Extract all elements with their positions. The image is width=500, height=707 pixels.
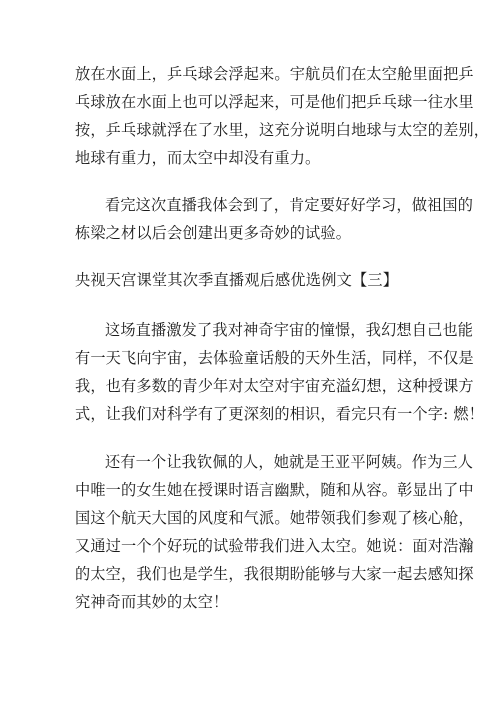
paragraph-line: 中唯一的女生她在授课时语言幽默，随和从容。彰显出了中 — [75, 481, 474, 499]
paragraph-line: 究神奇而其妙的太空！ — [75, 593, 229, 611]
paragraph-line: 栋梁之材以后会创建出更多奇妙的试验。 — [75, 224, 352, 242]
paragraph-line: 国这个航天大国的风度和气派。她带领我们参观了核心舱， — [75, 509, 474, 527]
paragraph-line: 式，让我们对科学有了更深刻的相识，看完只有一个字: 燃！ — [75, 405, 485, 423]
paragraph-line: 放在水面上，乒乓球会浮起来。宇航员们在太空舱里面把乒 — [75, 65, 474, 83]
paragraph-line: 按，乒乓球就浮在了水里，这充分说明白地球与太空的差别， — [75, 121, 490, 139]
section-heading: 央视天宫课堂其次季直播观后感优选例文【三】 — [75, 271, 399, 289]
paragraph-line: 的太空，我们也是学生，我很期盼能够与大家一起去感知探 — [75, 565, 474, 583]
paragraph-line: 这场直播激发了我对神奇宇宙的憧憬，我幻想自己也能 — [105, 321, 474, 339]
paragraph-line: 又通过一个个好玩的试验带我们进入太空。她说：面对浩瀚 — [75, 537, 474, 555]
paragraph-line: 看完这次直播我体会到了，肯定要好好学习，做祖国的 — [105, 196, 474, 214]
paragraph-line: 还有一个让我钦佩的人，她就是王亚平阿姨。作为三人 — [105, 453, 474, 471]
paragraph-line: 我，也有多数的青少年对太空对宇宙充溢幻想，这种授课方 — [75, 377, 474, 395]
paragraph-line: 乓球放在水面上也可以浮起来，可是他们把乒乓球一往水里 — [75, 93, 474, 111]
paragraph-line: 有一天飞向宇宙，去体验童话般的天外生活，同样，不仅是 — [75, 349, 474, 367]
paragraph-line: 地球有重力，而太空中却没有重力。 — [75, 149, 321, 167]
